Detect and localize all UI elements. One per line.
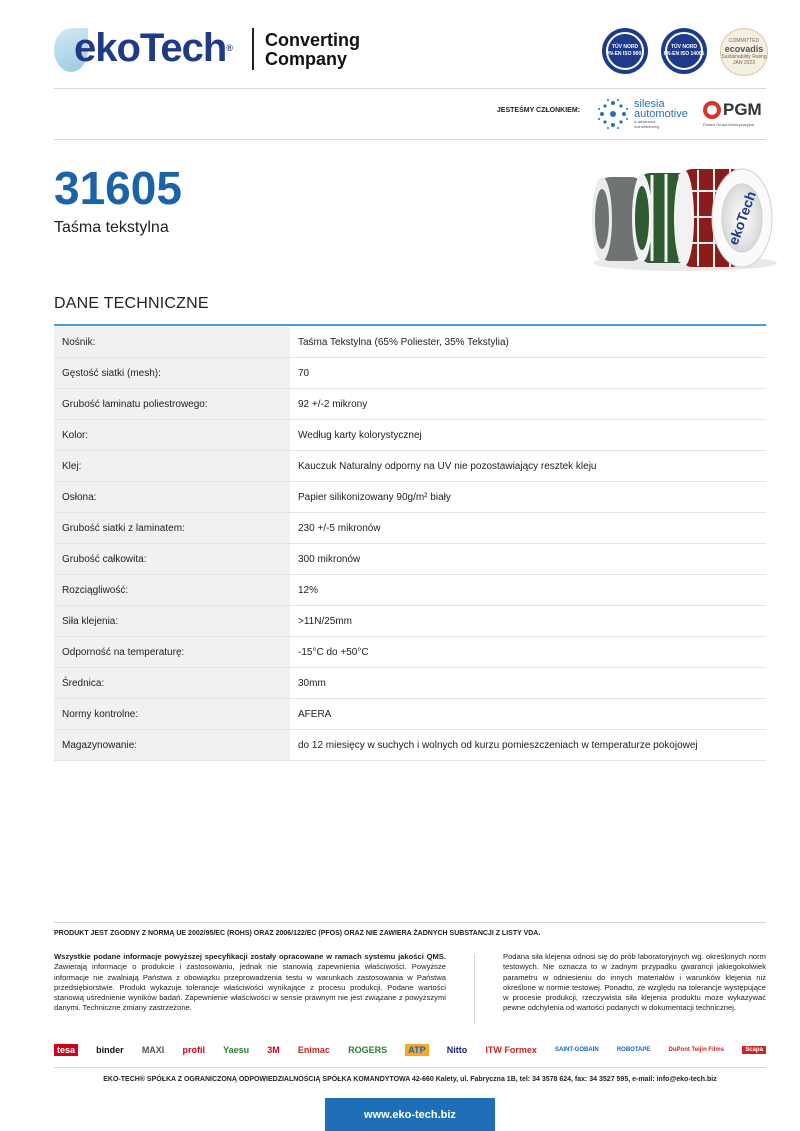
brand-logo: Nitto	[446, 1045, 468, 1055]
product-code: 31605	[54, 162, 182, 214]
brand-logo: ITW Formex	[485, 1045, 537, 1055]
disclaimer-left: Wszystkie podane informacje powyższej specyfikacji zostały opracowane w ramach systemu jakości QMS. Zawierają informacje o produkcie i zastosowaniu, jednak nie stanowią zapewnienia właściwości. Powyższe informacje nie zwalniają Państwa z obowiązku przeprowadzenia testu w warunkach zastosowania w Państwa przedsiębiorstwie. Produkt wykazuje tolerancje właściwości wynikające z procesu produkcji. Podane wartości stanowią uśrednienie wyników badań. Zapewnienie właściwości w sensie prawnym nie jest związane z powyższymi danymi. Techniczne zmiany zastrzeżone.	[54, 952, 446, 1013]
spec-value: Taśma Tekstylna (65% Poliester, 35% Tekstylia)	[290, 327, 766, 358]
spec-label: Siła klejenia:	[54, 606, 290, 637]
spec-label: Gęstość siatki (mesh):	[54, 358, 290, 389]
silesia-automotive-name: silesia automotive & advanced manufacturing	[634, 98, 688, 129]
tuv-iso-14001-badge-icon: TÜV NORD PN-EN ISO 14001	[661, 28, 707, 74]
company-tagline: Converting Company	[265, 30, 361, 69]
spec-value: Kauczuk Naturalny odporny na UV nie pozostawiający resztek kleju	[290, 451, 766, 482]
member-divider	[54, 139, 766, 140]
spec-row	[54, 544, 766, 575]
brand-logo: 3M	[267, 1045, 280, 1055]
disclaimer-right: Podana siła klejenia odnosi się do prób laboratoryjnych wg. określonych norm testowych. Nie oznacza to w żadnym przypadku gwarancji jakiegokolwiek parametru w odniesieniu do innych materiałów i warunków klejenia niż określone w normie testowej. Ponadto, ze względu na tolerancje występujące w procesie produkcji, rzeczywista siła klejenia produktu może wykazywać pewne odchylenia od wartości podanych w dokumentacji technicznej.	[503, 952, 766, 1013]
company-address: EKO-TECH® SPÓŁKA Z OGRANICZONĄ ODPOWIEDZIALNOŚCIĄ SPÓŁKA KOMANDYTOWA 42-660 Kalety, ul. Fabryczna 1B, tel: 34 3578 624, fax: 34 3527 595, e-mail: info@eko-tech.biz	[103, 1076, 717, 1083]
tape-rolls-image	[590, 165, 780, 275]
website-link[interactable]: www.eko-tech.biz	[325, 1098, 495, 1131]
spec-row	[54, 389, 766, 420]
brand-logo: ROGERS	[348, 1045, 388, 1055]
product-name: Taśma tekstylna	[54, 219, 169, 236]
spec-value: 300 mikronów	[290, 544, 766, 575]
brand-logo: ROBOTAPE	[616, 1047, 651, 1053]
brand-logo: profil	[182, 1045, 205, 1055]
spec-label: Grubość laminatu poliestrowego:	[54, 389, 290, 420]
section-title: DANE TECHNICZNE	[54, 295, 209, 312]
spec-row	[54, 575, 766, 606]
brand-logo: ATP	[405, 1044, 428, 1056]
pgm-logo-text: PGM	[723, 100, 762, 119]
ecovadis-badge-icon: COMMITTED ecovadis Sustainability Rating JAN 2023	[720, 28, 768, 76]
spec-row	[54, 730, 766, 761]
spec-value: AFERA	[290, 699, 766, 730]
header-divider	[54, 88, 766, 89]
spec-value: 12%	[290, 575, 766, 606]
brand-logo: MAXI	[141, 1045, 165, 1055]
compliance-statement: PRODUKT JEST ZGODNY Z NORMĄ UE 2002/95/EC (ROHS) ORAZ 2006/122/EC (PFOS) ORAZ NIE ZAWIERA ŻADNYCH SUBSTANCJI Z LISTY VDA.	[54, 930, 541, 937]
spec-label: Osłona:	[54, 482, 290, 513]
spec-row	[54, 606, 766, 637]
roll-brand-text: ekoTech	[724, 189, 760, 247]
spec-row	[54, 327, 766, 358]
spec-label: Normy kontrolne:	[54, 699, 290, 730]
spec-value: 30mm	[290, 668, 766, 699]
spec-table	[54, 327, 766, 761]
membership-label: JESTEŚMY CZŁONKIEM:	[496, 107, 580, 114]
tuv-iso-9001-badge-icon: TÜV NORD PN-EN ISO 9001	[602, 28, 648, 74]
logo-text: ekoTech®	[74, 26, 232, 70]
spec-row	[54, 699, 766, 730]
section-underline	[54, 324, 766, 326]
spec-row	[54, 451, 766, 482]
brand-logo: Enimac	[297, 1045, 330, 1055]
spec-value: Papier silikonizowany 90g/m² biały	[290, 482, 766, 513]
spec-row	[54, 420, 766, 451]
spec-value: 70	[290, 358, 766, 389]
spec-row	[54, 668, 766, 699]
brand-logo: Yaesu	[223, 1045, 250, 1055]
spec-row	[54, 513, 766, 544]
spec-label: Magazynowanie:	[54, 730, 290, 761]
spec-label: Nośnik:	[54, 327, 290, 358]
brand-logo: SAINT-GOBAIN	[555, 1047, 599, 1053]
spec-value: -15°C do +50°C	[290, 637, 766, 668]
brand-logo: tesa	[54, 1044, 78, 1056]
silesia-automotive-logo-icon	[596, 97, 630, 131]
spec-value: 230 +/-5 mikronów	[290, 513, 766, 544]
brand-logo: DuPont Teijin Films	[668, 1047, 725, 1053]
pgm-subtitle: Polska Grupa Motoryzacyjna	[703, 122, 755, 127]
footer-divider-bottom	[54, 1067, 766, 1068]
company-logo	[54, 24, 244, 80]
logo-divider	[252, 28, 254, 70]
spec-label: Grubość całkowita:	[54, 544, 290, 575]
spec-label: Grubość siatki z laminatem:	[54, 513, 290, 544]
spec-row	[54, 358, 766, 389]
spec-row	[54, 482, 766, 513]
spec-label: Średnica:	[54, 668, 290, 699]
partner-brands	[54, 1040, 766, 1060]
spec-label: Kolor:	[54, 420, 290, 451]
brand-logo: binder	[96, 1045, 124, 1055]
spec-value: 92 +/-2 mikrony	[290, 389, 766, 420]
spec-value: Według karty kolorystycznej	[290, 420, 766, 451]
spec-value: >11N/25mm	[290, 606, 766, 637]
spec-row	[54, 637, 766, 668]
pgm-logo-icon	[703, 101, 721, 119]
spec-value: do 12 miesięcy w suchych i wolnych od kurzu pomieszczeniach w temperaturze pokojowej	[290, 730, 766, 761]
brand-logo: Scapa	[742, 1046, 766, 1054]
spec-label: Klej:	[54, 451, 290, 482]
footer-divider-top	[54, 922, 766, 923]
spec-label: Odporność na temperaturę:	[54, 637, 290, 668]
footer-column-divider	[474, 954, 475, 1024]
spec-label: Rozciągliwość:	[54, 575, 290, 606]
